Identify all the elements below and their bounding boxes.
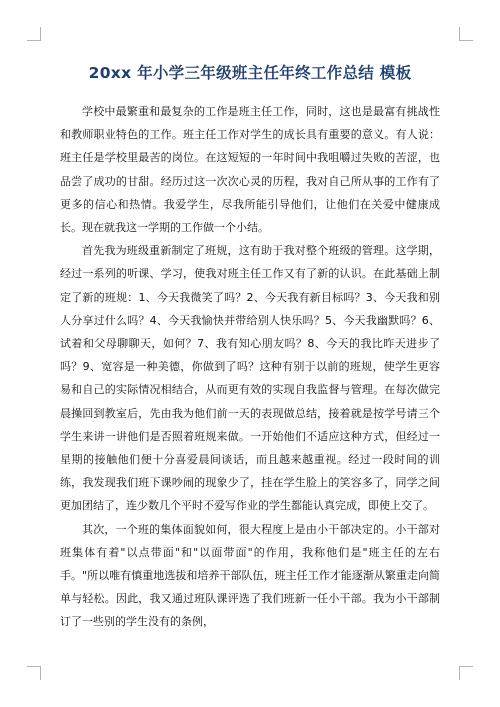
document-body <box>60 100 440 634</box>
crop-mark-top-left-vertical <box>40 27 41 41</box>
crop-mark-bottom-left-horizontal <box>27 666 41 667</box>
paragraph-class-cadres: 其次，一个班的集体面貌如何，很大程度上是由小干部决定的。小干部对班集体有着"以点带面"和"以面带面"的作用，我称他们是"班主任的左右手。"所以唯有慎重地选拔和培养干部队伍，班主任工作才能逐渐从繁重走向简单与轻松。因此，我又通过班队课评选了我们班新一任小干部。我为小干部制订了一些别的学生没有的条例， <box>60 522 440 629</box>
crop-mark-bottom-right-horizontal <box>459 666 473 667</box>
paragraph-intro: 学校中最繁重和最复杂的工作是班主任工作，同时，这也是最富有挑战性和教师职业特色的工作。班主任工作对学生的成长具有重要的意义。有人说：班主任是学校里最苦的岗位。在这短短的一年时间中我咀嚼过失败的苦涩，也品尝了成功的甘甜。经历过这一次次心灵的历程，我对自己所从事的工作有了更多的信心和热情。我爱学生，尽我所能引导他们，让他们在关爱中健康成长。现在就我这一学期的工作做一个小结。 <box>60 105 440 235</box>
crop-mark-bottom-right-vertical <box>459 666 460 680</box>
document-title: 20xx 年小学三年级班主任年终工作总结 模板 <box>88 64 412 82</box>
crop-mark-top-right-horizontal <box>459 40 473 41</box>
crop-mark-top-left-horizontal <box>27 40 41 41</box>
crop-mark-bottom-left-vertical <box>40 666 41 680</box>
crop-mark-top-right-vertical <box>459 27 460 41</box>
paragraph-class-rules: 首先我为班级重新制定了班规，这有助于我对整个班级的管理。这学期，经过一系列的听课、学习，使我对班主任工作又有了新的认识。在此基础上制定了新的班规：1、今天我微笑了吗？2、今天我有新目标吗？3、今天我和别人分享过什么吗？4、今天我愉快并带给别人快乐吗？5、今天我幽默吗？6、试着和父母聊聊天，如何？7、我有知心朋友吗？8、今天的我比昨天进步了吗？9、宽容是一种美德，你做到了吗？这种有别于以前的班规，使学生更容易和自己的实际情况相结合，从而更有效的实现自我监督与管理。在每次做完晨操回到教室后，先由我为他们前一天的表现做总结，接着就是按学号请三个学生来讲一讲他们是否照着班规来做。一开始他们不适应这种方式，但经过一星期的接触他们便十分喜爱晨间谈话，而且越来越重视。经过一段时间的训练，我发现我们班下课吵闹的现象少了，挂在学生脸上的笑容多了，同学之间更加团结了，连少数几个平时不爱写作业的学生都能认真完成，即使上交了。 <box>60 244 440 513</box>
